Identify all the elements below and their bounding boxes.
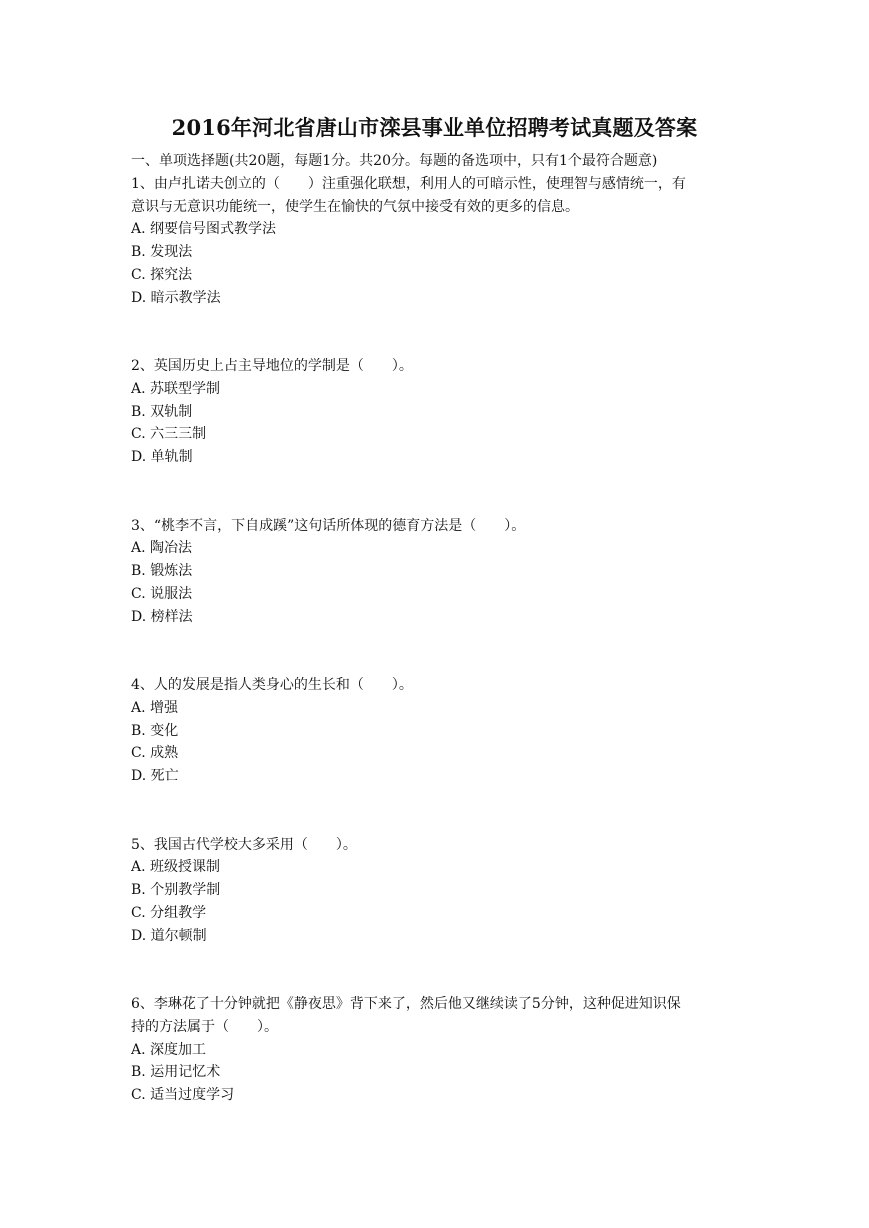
question-6-option-b: B. 运用记忆术	[131, 1064, 221, 1081]
question-2-option-d: D. 单轨制	[131, 449, 193, 466]
question-6-option-c: C. 适当过度学习	[131, 1087, 235, 1104]
question-4-option-c: C. 成熟	[131, 745, 179, 762]
question-4-option-d: D. 死亡	[131, 768, 179, 785]
question-1-option-c: C. 探究法	[131, 266, 193, 283]
question-5-option-c: C. 分组教学	[131, 904, 207, 921]
question-1-option-d: D. 暗示教学法	[131, 289, 221, 306]
question-2	[131, 355, 741, 469]
question-2-text: 2、英国历史上占主导地位的学制是（ ）。	[131, 358, 413, 375]
question-2-option-a: A. 苏联型学制	[131, 380, 221, 397]
question-1-text-line-2: 意识与无意识功能统一，使学生在愉快的气氛中接受有效的更多的信息。	[131, 198, 579, 215]
question-1	[131, 173, 741, 310]
question-2-option-c: C. 六三三制	[131, 426, 207, 443]
question-5-option-a: A. 班级授课制	[131, 859, 221, 876]
question-3-text: 3、“桃李不言，下自成蹊”这句话所体现的德育方法是（ ）。	[131, 517, 526, 534]
question-3-option-c: C. 说服法	[131, 585, 193, 602]
question-2-option-b: B. 双轨制	[131, 403, 193, 420]
question-4-option-b: B. 变化	[131, 722, 179, 739]
question-5-text: 5、我国古代学校大多采用（ ）。	[131, 836, 357, 853]
question-5	[131, 834, 741, 948]
question-6-text-line-1: 6、李琳花了十分钟就把《静夜思》背下来了，然后他又继续读了5分钟，这种促进知识保	[131, 996, 681, 1013]
question-3-option-a: A. 陶冶法	[131, 540, 193, 557]
question-3	[131, 515, 741, 629]
question-3-option-b: B. 锻炼法	[131, 563, 193, 580]
question-4	[131, 674, 741, 788]
section-heading: 一、单项选择题(共20题，每题1分。共20分。每题的备选项中，只有1个最符合题意)	[131, 153, 658, 169]
question-6-text-line-2: 持的方法属于（ ）。	[131, 1018, 278, 1035]
question-4-text: 4、人的发展是指人类身心的生长和（ ）。	[131, 677, 413, 694]
question-1-option-a: A. 纲要信号图式教学法	[131, 221, 277, 238]
document-title: 2016年河北省唐山市滦县事业单位招聘考试真题及答案	[171, 115, 698, 140]
document-body	[131, 150, 741, 1107]
question-4-option-a: A. 增强	[131, 699, 179, 716]
question-6-option-a: A. 深度加工	[131, 1041, 207, 1058]
question-6	[131, 993, 741, 1107]
question-3-option-d: D. 榜样法	[131, 608, 193, 625]
question-5-option-b: B. 个别教学制	[131, 882, 221, 899]
question-1-text-line-1: 1、由卢扎诺夫创立的（ ）注重强化联想，利用人的可暗示性，使理智与感情统一，有	[131, 175, 686, 192]
question-5-option-d: D. 道尔顿制	[131, 927, 207, 944]
question-1-option-b: B. 发现法	[131, 244, 193, 261]
